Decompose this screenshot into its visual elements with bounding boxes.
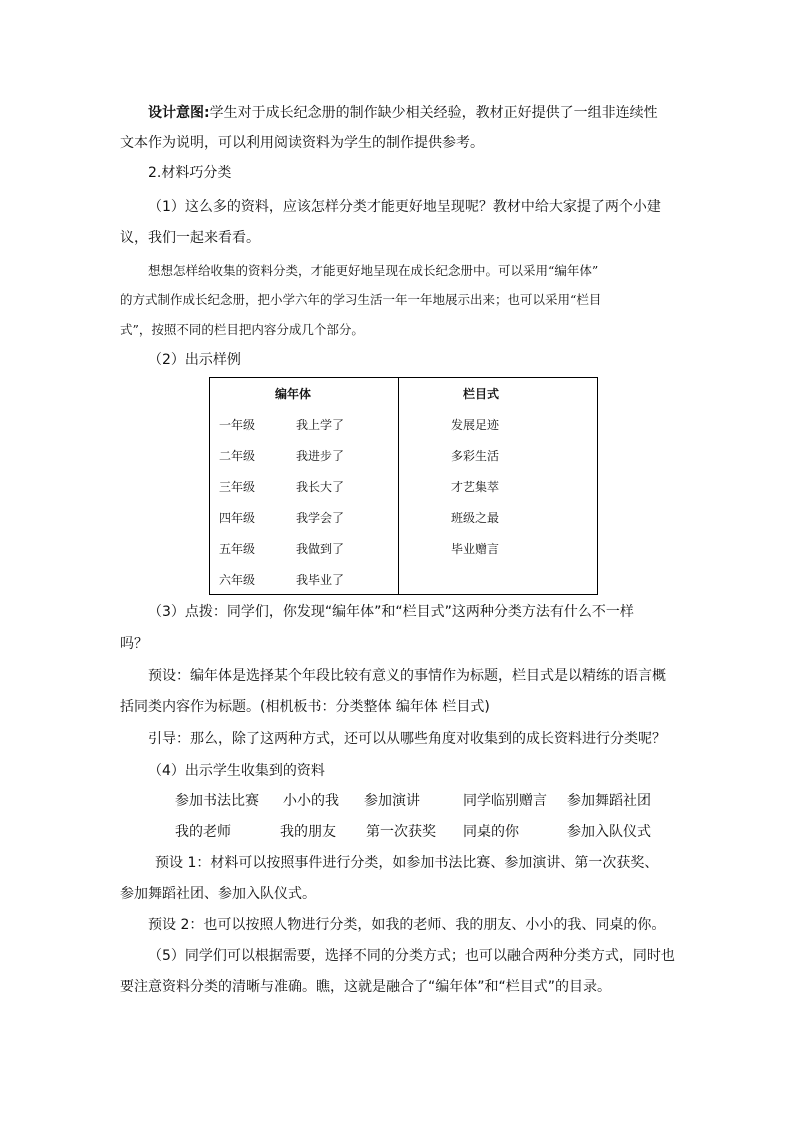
preset-1-line-1: 预设 1：材料可以按照事件进行分类，如参加书法比赛、参加演讲、第一次获奖、 xyxy=(155,855,659,871)
event-label: 我长大了 xyxy=(296,480,345,494)
grade-label: 三年级 xyxy=(219,480,256,494)
event-label: 我上学了 xyxy=(296,418,345,432)
sample-table xyxy=(209,377,598,595)
preset-1-line-2: 参加舞蹈社团、参加入队仪式。 xyxy=(120,886,316,902)
material-item: 我的朋友 xyxy=(280,824,336,840)
material-item: 小小的我 xyxy=(283,793,339,809)
intent-text-1: 学生对于成长纪念册的制作缺少相关经验，教材正好提供了一组非连续性 xyxy=(209,105,658,121)
section-2-title: 2.材料巧分类 xyxy=(148,165,232,181)
quote-line-2: 的方式制作成长纪念册，把小学六年的学习生活一年一年地展示出来；也可以采用“栏目 xyxy=(120,292,602,307)
step-4-title: （4）出示学生收集到的资料 xyxy=(148,763,325,779)
material-item: 同学临别赠言 xyxy=(463,793,547,809)
material-item: 同桌的你 xyxy=(463,824,519,840)
column-label: 发展足迹 xyxy=(451,418,500,432)
chronicle-header: 编年体 xyxy=(275,387,312,401)
grade-label: 四年级 xyxy=(219,511,256,525)
chronicle-cell xyxy=(210,378,399,595)
event-label: 我进步了 xyxy=(296,449,345,463)
event-label: 我学会了 xyxy=(296,511,345,525)
quote-line-1: 想想怎样给收集的资料分类，才能更好地呈现在成长纪念册中。可以采用“编年体” xyxy=(148,263,599,278)
intent-line-2: 文本作为说明，可以利用阅读资料为学生的制作提供参考。 xyxy=(120,135,484,151)
grade-label: 六年级 xyxy=(219,573,256,587)
step-1-line-1: （1）这么多的资料，应该怎样分类才能更好地呈现呢？教材中给大家提了两个小建 xyxy=(148,199,661,215)
material-item: 参加书法比赛 xyxy=(175,793,259,809)
step-3-line-2: 吗？ xyxy=(120,636,148,652)
column-style-cell xyxy=(399,378,598,595)
event-label: 我毕业了 xyxy=(296,573,345,587)
quote-line-3: 式”，按照不同的栏目把内容分成几个部分。 xyxy=(120,322,364,337)
material-item: 参加演讲 xyxy=(364,793,420,809)
preset-line-1: 预设：编年体是选择某个年段比较有意义的事情作为标题，栏目式是以精练的语言概 xyxy=(148,668,666,684)
intent-line-1 xyxy=(148,103,658,123)
material-item: 参加入队仪式 xyxy=(567,824,651,840)
grade-label: 五年级 xyxy=(219,542,256,556)
step-5-line-1: （5）同学们可以根据需要，选择不同的分类方式；也可以融合两种分类方式，同时也 xyxy=(148,948,675,964)
material-item: 第一次获奖 xyxy=(366,824,436,840)
step-1-line-2: 议，我们一起来看看。 xyxy=(120,230,260,246)
grade-label: 一年级 xyxy=(219,418,256,432)
step-2-title: （2）出示样例 xyxy=(148,352,241,368)
guide-text: 引导：那么，除了这两种方式，还可以从哪些角度对收集到的成长资料进行分类呢？ xyxy=(148,731,666,747)
step-3-line-1: （3）点拨：同学们，你发现“编年体”和“栏目式”这两种分类方法有什么不一样 xyxy=(148,604,634,620)
preset-2-text: 预设 2：也可以按照人物进行分类，如我的老师、我的朋友、小小的我、同桌的你。 xyxy=(148,917,666,933)
grade-label: 二年级 xyxy=(219,449,256,463)
preset-line-2: 括同类内容作为标题。(相机板书：分类整体 编年体 栏目式) xyxy=(120,699,490,715)
column-label: 多彩生活 xyxy=(451,449,500,463)
column-label: 才艺集萃 xyxy=(451,480,500,494)
column-label: 班级之最 xyxy=(451,511,500,525)
step-5-line-2: 要注意资料分类的清晰与准确。瞧，这就是融合了“编年体”和“栏目式”的目录。 xyxy=(120,979,612,995)
material-item: 参加舞蹈社团 xyxy=(567,793,651,809)
event-label: 我做到了 xyxy=(296,542,345,556)
material-item: 我的老师 xyxy=(175,824,231,840)
column-style-header: 栏目式 xyxy=(463,387,500,401)
column-label: 毕业赠言 xyxy=(451,542,500,556)
intent-label: 设计意图: xyxy=(148,105,210,121)
